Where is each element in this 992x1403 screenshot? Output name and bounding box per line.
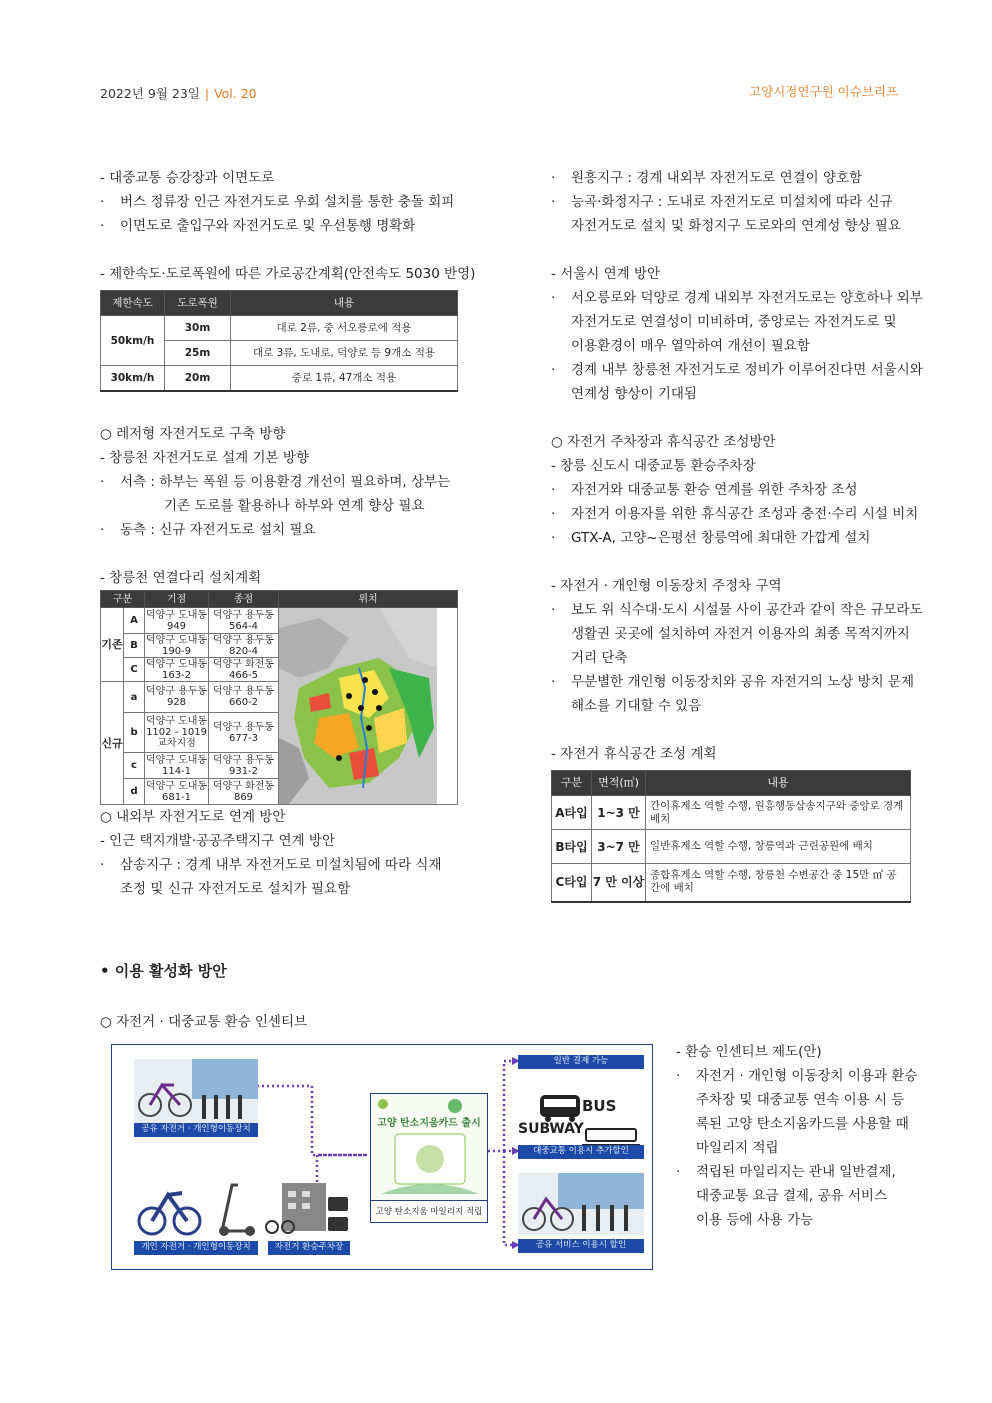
bus-label: BUS [582, 1097, 617, 1115]
header-separator: | [204, 86, 210, 101]
share-service-photo [518, 1173, 644, 1235]
rest-space-table [551, 770, 911, 903]
bullet: · 삼송지구 : 경계 내부 자전거도로 미설치됨에 따라 식재 [100, 853, 458, 877]
table-row [101, 366, 458, 392]
table-row [101, 608, 458, 634]
bullet: · 적립된 마일리지는 관내 일반결제, [676, 1160, 911, 1184]
table-cell: 덕양구 용두동 928 [145, 682, 209, 713]
incentive-text [676, 1040, 918, 1232]
table-cell: 간이휴게소 역할 수행, 원흥행동삼송지구와 중앙로 경계 배치 [646, 796, 911, 830]
table-cell: 덕양구 용두동 660-2 [209, 682, 279, 713]
table-cell: 7 만 이상 [592, 864, 646, 902]
bullet-continuation: 조정 및 신규 자전거도로 설치가 필요함 [120, 881, 351, 897]
bullet-continuation: 록된 고양 탄소지움카드를 사용할 때 [696, 1116, 909, 1132]
table-row [552, 864, 911, 902]
table-cell: 덕양구 용두동 820-4 [209, 634, 279, 658]
bullet-continuation: 이용환경이 매우 열악하여 개선이 필요함 [571, 338, 810, 354]
bullet: · 경계 내부 창릉천 자전거도로 정비가 이루어진다면 서울시와 [551, 358, 911, 382]
bullet: · 동측 : 신규 자전거도로 설치 필요 [100, 518, 458, 542]
paragraph: - 제한속도·도로폭원에 따른 가로공간계획(안전속도 5030 반영) [100, 266, 476, 282]
bullet-continuation: 대중교통 요금 결제, 공유 서비스 [696, 1188, 887, 1204]
table-header: 위치 [279, 591, 458, 608]
bullet-continuation: 해소를 기대할 수 있음 [571, 698, 702, 714]
bullet-continuation: 거리 단축 [571, 650, 628, 666]
table-cell: 덕양구 화전동 869 [209, 779, 279, 805]
bridge-code: A [124, 608, 145, 634]
paragraph: - 자전거 · 개인형 이동장치 주정차 구역 [551, 578, 782, 594]
table-row [101, 316, 458, 341]
table-row [552, 830, 911, 864]
table-header: 면적(㎡) [592, 771, 646, 796]
table-cell: 덕양구 도내동 1102 - 1019 교차지점 [145, 713, 209, 753]
bullet: · 서측 : 하부는 폭원 등 이용환경 개선이 필요하며, 상부는 [100, 470, 458, 494]
table-cell: 중로 1류, 47개소 적용 [231, 366, 458, 392]
table-cell: 대로 2류, 중 서오릉로에 적용 [231, 316, 458, 341]
bullet: · 무분별한 개인형 이동장치와 공유 자전거의 노상 방치 문제 [551, 670, 911, 694]
table-header: 종점 [209, 591, 279, 608]
card-title: 고양 탄소지움카드 출시 [377, 1118, 481, 1129]
right-column [551, 166, 923, 903]
bridge-table [100, 590, 458, 805]
table-row [552, 796, 911, 830]
bullet: · 자전거 이용자를 위한 휴식공간 조성과 충전·수리 시설 비치 [551, 502, 911, 526]
table-cell: 덕양구 화전동 466-5 [209, 658, 279, 682]
table-cell: 30km/h [101, 366, 165, 392]
table-cell: 30m [165, 316, 231, 341]
bridge-code: a [124, 682, 145, 713]
paragraph: - 환승 인센티브 제도(안) [676, 1044, 822, 1060]
bullet-continuation: 연계성 향상이 기대됨 [571, 386, 697, 402]
table-cell: A타입 [552, 796, 592, 830]
group-label: 기존 [101, 608, 124, 682]
bullet: · 자전거 · 개인형 이동장치 이용과 환승 [676, 1064, 911, 1088]
table-cell: B타입 [552, 830, 592, 864]
table-cell: 덕양구 도내동 190-9 [145, 634, 208, 657]
bridge-code: B [124, 634, 145, 658]
transit-discount-label: 대중교통 이용시 추가할인 [518, 1145, 644, 1159]
table-cell: C타입 [552, 864, 592, 902]
transfer-parking-icon [266, 1183, 348, 1233]
table-header: 내용 [646, 771, 911, 796]
bullet-continuation: 자전거도로 연결성이 미비하며, 중앙로는 자전거도로 및 [571, 314, 897, 330]
paragraph: - 창릉천 자전거도로 설계 기본 방향 [100, 450, 309, 466]
speed-table [100, 290, 458, 392]
section-title: • 이용 활성화 방안 [100, 962, 227, 980]
personal-bike-photo [139, 1185, 255, 1236]
paragraph: ○ 내외부 자전거도로 연계 방안 [100, 809, 286, 825]
card-caption: 고양 탄소지움 마일리지 적립 [371, 1200, 487, 1222]
table-cell: 덕양구 용두동 564-4 [209, 608, 279, 634]
group-label: 신규 [101, 682, 124, 805]
table-cell: 대로 3류, 도내로, 덕양로 등 9개소 적용 [231, 341, 458, 366]
shared-mobility-label: 공유 자전거 · 개인형이동장치 [134, 1123, 258, 1137]
paragraph: - 서울시 연계 방안 [551, 266, 661, 282]
table-cell: 덕양구 도내동 163-2 [145, 658, 208, 681]
bullet-continuation: 자전거도로 설치 및 화정지구 도로와의 연계성 향상 필요 [571, 218, 901, 234]
table-header: 도로폭원 [165, 291, 231, 316]
table-cell: 50km/h [101, 316, 165, 366]
personal-mobility-label: 개인 자전거 · 개인형이동장치 [134, 1241, 258, 1255]
table-cell: 종합휴게소 역할 수행, 창릉천 수변공간 중 15만 ㎡ 공간에 배치 [646, 864, 911, 902]
table-cell: 덕양구 용두동 931-2 [209, 753, 279, 779]
paragraph: - 인근 택지개발·공공주택지구 연계 방안 [100, 833, 335, 849]
bullet: · 원흥지구 : 경계 내외부 자전거도로 연결이 양호함 [551, 166, 911, 190]
table-cell: 덕양구 도내동 114-1 [145, 754, 208, 777]
location-map [279, 608, 458, 805]
bullet: · 이면도로 출입구와 자전거도로 및 우선통행 명확화 [100, 214, 458, 238]
table-cell: 덕양구 용두동 677-3 [209, 713, 279, 753]
paragraph: - 대중교통 승강장과 이면도로 [100, 170, 275, 186]
bullet-continuation: 이용 등에 사용 가능 [696, 1212, 814, 1228]
bullet-continuation: 마일리지 적립 [696, 1140, 779, 1156]
section-subtitle: ○ 자전거 · 대중교통 환승 인센티브 [100, 1014, 308, 1030]
table-cell: 1~3 만 [592, 796, 646, 830]
bullet-continuation: 생활권 곳곳에 설치하여 자전거 이용자의 최종 목적지까지 [571, 626, 910, 642]
table-cell: 일반휴게소 역할 수행, 창릉역과 근린공원에 배치 [646, 830, 911, 864]
table-header: 구분 [101, 591, 145, 608]
bullet-continuation: 기존 도로를 활용하나 하부와 연계 향상 필요 [164, 498, 425, 514]
bridge-code: C [124, 658, 145, 682]
table-header: 구분 [552, 771, 592, 796]
table-header: 기점 [145, 591, 209, 608]
paragraph: ○ 레저형 자전거도로 구축 방향 [100, 426, 286, 442]
paragraph: - 창릉천 연결다리 설치계획 [100, 570, 262, 586]
share-discount-label: 공유 서비스 이용시 할인 [518, 1239, 644, 1253]
table-cell: 덕양구 도내동 681-1 [145, 780, 208, 803]
left-column [100, 166, 476, 901]
table-cell: 25m [165, 341, 231, 366]
paragraph: - 창릉 신도시 대중교통 환승주차장 [551, 458, 756, 474]
paragraph: ○ 자전거 주차장과 휴식공간 조성방안 [551, 434, 776, 450]
header-date [100, 84, 257, 102]
table-cell: 3~7 만 [592, 830, 646, 864]
bridge-code: d [124, 779, 145, 805]
bullet: · 자전거와 대중교통 환승 연계를 위한 주차장 조성 [551, 478, 911, 502]
bullet-continuation: 주차장 및 대중교통 연속 이용 시 등 [696, 1092, 905, 1108]
bridge-code: c [124, 753, 145, 779]
issue-date: 2022년 9월 23일 [100, 86, 200, 101]
shared-bike-photo [134, 1059, 258, 1123]
bridge-code: b [124, 713, 145, 753]
payment-label: 일반 결제 가능 [518, 1055, 644, 1069]
org-name: 고양시정연구원 이슈브리프 [749, 84, 898, 99]
map-image [279, 608, 437, 804]
carbon-card [370, 1093, 488, 1223]
subway-label: SUBWAY [518, 1121, 584, 1137]
table-cell: 덕양구 도내동 949 [145, 609, 208, 632]
bullet: · 버스 정류장 인근 자전거도로 우회 설치를 통한 충돌 회피 [100, 190, 458, 214]
paragraph: - 자전거 휴식공간 조성 계획 [551, 746, 717, 762]
transfer-parking-label: 자전거 환승주차장 [268, 1241, 350, 1255]
bullet: · GTX-A, 고양~은평선 창릉역에 최대한 가깝게 설치 [551, 526, 911, 550]
table-cell: 20m [165, 366, 231, 392]
bullet: · 서오릉로와 덕양로 경계 내외부 자전거도로는 양호하나 외부 [551, 286, 911, 310]
incentive-diagram [111, 1044, 653, 1270]
card-icon [371, 1094, 489, 1202]
volume-number: Vol. 20 [214, 86, 257, 101]
bullet: · 능곡·화정지구 : 도내로 자전거도로 미설치에 따라 신규 [551, 190, 911, 214]
table-header: 내용 [231, 291, 458, 316]
bullet: · 보도 위 식수대·도시 시설물 사이 공간과 같이 작은 규모라도 [551, 598, 911, 622]
table-header: 제한속도 [101, 291, 165, 316]
